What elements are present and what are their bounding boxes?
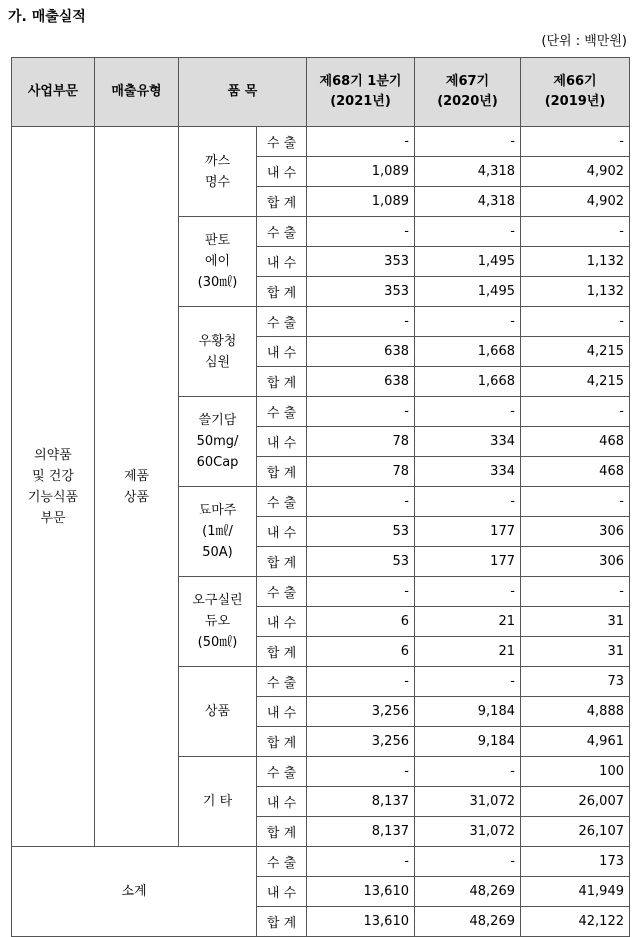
- value-cell: 26,107: [521, 817, 630, 847]
- value-cell: 1,089: [307, 187, 415, 217]
- division-cell: 의약품 및 건강 기능식품 부문: [12, 127, 95, 847]
- value-cell: 1,089: [307, 157, 415, 187]
- value-cell: 638: [307, 337, 415, 367]
- value-cell: 4,215: [521, 367, 630, 397]
- row-kind-cell: 내 수: [257, 877, 307, 907]
- row-kind-cell: 합 계: [257, 457, 307, 487]
- value-cell: 6: [307, 607, 415, 637]
- row-kind-cell: 합 계: [257, 547, 307, 577]
- col-header-period-68: 제68기 1분기 (2021년): [307, 58, 415, 127]
- value-cell: 8,137: [307, 787, 415, 817]
- value-cell: 353: [307, 277, 415, 307]
- col-header-period-66: 제66기 (2019년): [521, 58, 630, 127]
- value-cell: 73: [521, 667, 630, 697]
- value-cell: 1,132: [521, 247, 630, 277]
- subtotal-row: [12, 847, 630, 877]
- value-cell: 8,137: [307, 817, 415, 847]
- value-cell: -: [307, 397, 415, 427]
- value-cell: 48,269: [415, 877, 521, 907]
- value-cell: -: [415, 397, 521, 427]
- value-cell: 78: [307, 427, 415, 457]
- value-cell: 353: [307, 247, 415, 277]
- value-cell: 41,949: [521, 877, 630, 907]
- value-cell: 13,610: [307, 907, 415, 937]
- row-kind-cell: 수 출: [257, 487, 307, 517]
- subtotal-label-cell: 소계: [12, 847, 257, 937]
- value-cell: 100: [521, 757, 630, 787]
- value-cell: 334: [415, 457, 521, 487]
- col-header-division: 사업부문: [12, 58, 95, 127]
- row-kind-cell: 내 수: [257, 697, 307, 727]
- row-kind-cell: 내 수: [257, 607, 307, 637]
- row-kind-cell: 수 출: [257, 217, 307, 247]
- row-kind-cell: 수 출: [257, 577, 307, 607]
- value-cell: 78: [307, 457, 415, 487]
- value-cell: 31: [521, 607, 630, 637]
- row-kind-cell: 내 수: [257, 157, 307, 187]
- value-cell: 4,318: [415, 187, 521, 217]
- row-kind-cell: 수 출: [257, 127, 307, 157]
- value-cell: -: [307, 487, 415, 517]
- value-cell: 9,184: [415, 727, 521, 757]
- value-cell: 31,072: [415, 787, 521, 817]
- row-kind-cell: 합 계: [257, 277, 307, 307]
- value-cell: -: [307, 577, 415, 607]
- row-kind-cell: 수 출: [257, 847, 307, 877]
- value-cell: -: [415, 217, 521, 247]
- value-cell: 334: [415, 427, 521, 457]
- value-cell: 177: [415, 547, 521, 577]
- value-cell: 26,007: [521, 787, 630, 817]
- value-cell: 4,215: [521, 337, 630, 367]
- value-cell: 1,132: [521, 277, 630, 307]
- value-cell: 6: [307, 637, 415, 667]
- col-header-item: 품 목: [179, 58, 307, 127]
- value-cell: -: [415, 307, 521, 337]
- item-name-cell: 우황청 심원: [179, 307, 257, 397]
- value-cell: 13,610: [307, 877, 415, 907]
- row-kind-cell: 내 수: [257, 427, 307, 457]
- row-kind-cell: 수 출: [257, 397, 307, 427]
- table-header-row: [12, 58, 630, 127]
- row-kind-cell: 수 출: [257, 757, 307, 787]
- value-cell: -: [307, 217, 415, 247]
- value-cell: 3,256: [307, 727, 415, 757]
- value-cell: 4,888: [521, 697, 630, 727]
- value-cell: 31: [521, 637, 630, 667]
- value-cell: -: [415, 487, 521, 517]
- item-name-cell: 판토 에이 (30㎖): [179, 217, 257, 307]
- item-name-cell: 오구실린 듀오 (50㎖): [179, 577, 257, 667]
- value-cell: -: [307, 757, 415, 787]
- value-cell: 1,668: [415, 367, 521, 397]
- value-cell: 4,902: [521, 187, 630, 217]
- row-kind-cell: 내 수: [257, 787, 307, 817]
- row-kind-cell: 수 출: [257, 667, 307, 697]
- item-name-cell: 까스 명수: [179, 127, 257, 217]
- value-cell: -: [307, 127, 415, 157]
- value-cell: 306: [521, 547, 630, 577]
- value-cell: 4,318: [415, 157, 521, 187]
- value-cell: 21: [415, 637, 521, 667]
- value-cell: 4,902: [521, 157, 630, 187]
- value-cell: -: [521, 127, 630, 157]
- value-cell: 173: [521, 847, 630, 877]
- value-cell: 53: [307, 517, 415, 547]
- value-cell: -: [307, 667, 415, 697]
- value-cell: 638: [307, 367, 415, 397]
- row-kind-cell: 합 계: [257, 727, 307, 757]
- value-cell: -: [415, 847, 521, 877]
- value-cell: 9,184: [415, 697, 521, 727]
- value-cell: -: [521, 307, 630, 337]
- value-cell: -: [307, 307, 415, 337]
- item-name-cell: 기 타: [179, 757, 257, 847]
- table-row: [12, 127, 630, 157]
- sales-table: [11, 57, 630, 937]
- value-cell: 42,122: [521, 907, 630, 937]
- value-cell: 31,072: [415, 817, 521, 847]
- row-kind-cell: 합 계: [257, 367, 307, 397]
- value-cell: -: [415, 127, 521, 157]
- item-name-cell: 됴마주 (1㎖/ 50A): [179, 487, 257, 577]
- row-kind-cell: 합 계: [257, 187, 307, 217]
- row-kind-cell: 합 계: [257, 637, 307, 667]
- col-header-sales-type: 매출유형: [95, 58, 179, 127]
- row-kind-cell: 합 계: [257, 817, 307, 847]
- value-cell: -: [521, 397, 630, 427]
- value-cell: 3,256: [307, 697, 415, 727]
- value-cell: 1,495: [415, 277, 521, 307]
- value-cell: -: [521, 487, 630, 517]
- item-name-cell: 상품: [179, 667, 257, 757]
- row-kind-cell: 내 수: [257, 517, 307, 547]
- value-cell: -: [307, 847, 415, 877]
- value-cell: 468: [521, 427, 630, 457]
- section-heading: 가. 매출실적: [8, 9, 86, 25]
- value-cell: 1,668: [415, 337, 521, 367]
- value-cell: 468: [521, 457, 630, 487]
- value-cell: 306: [521, 517, 630, 547]
- value-cell: 48,269: [415, 907, 521, 937]
- row-kind-cell: 내 수: [257, 337, 307, 367]
- value-cell: -: [415, 757, 521, 787]
- col-header-period-67: 제67기 (2020년): [415, 58, 521, 127]
- value-cell: -: [521, 577, 630, 607]
- value-cell: -: [521, 217, 630, 247]
- value-cell: 1,495: [415, 247, 521, 277]
- value-cell: 53: [307, 547, 415, 577]
- item-name-cell: 쓸기담 50mg/ 60Cap: [179, 397, 257, 487]
- value-cell: 4,961: [521, 727, 630, 757]
- unit-label: (단위 : 백만원): [541, 34, 627, 49]
- row-kind-cell: 내 수: [257, 247, 307, 277]
- row-kind-cell: 수 출: [257, 307, 307, 337]
- row-kind-cell: 합 계: [257, 907, 307, 937]
- value-cell: 21: [415, 607, 521, 637]
- value-cell: -: [415, 667, 521, 697]
- sales-type-cell: 제품 상품: [95, 127, 179, 847]
- value-cell: -: [415, 577, 521, 607]
- value-cell: 177: [415, 517, 521, 547]
